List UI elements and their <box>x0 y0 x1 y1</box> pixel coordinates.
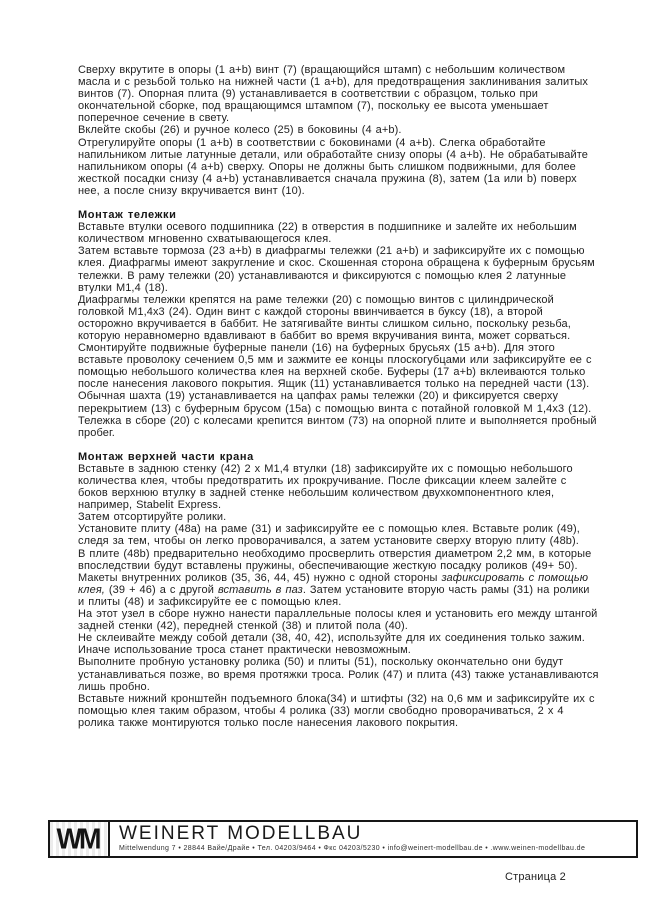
company-info <box>110 822 636 856</box>
body-paragraph: Вставьте втулки осевого подшипника (22) в отверстия в подшипнике и залейте их небольшим количеством мгновенно схватывающегося клея. <box>78 221 577 246</box>
body-paragraph: Смонтируйте подвижные буферные панели (16) на буферных брусьях (15 a+b). Для этого вставьте проволоку сечением 0,5 мм и зажмите ее концы плоскогубцами или зафиксируйте ее с помощью небольшого количества клея на верхней скобе. Буферы (17 a+b) вклеиваются только после нанесения лакового покрытия. Ящик (11) устанавливается только на передней части (13). <box>78 342 592 391</box>
section-heading: Монтаж верхней части крана <box>78 450 254 463</box>
body-paragraph: Выполните пробную установку ролика (50) и плиты (51), поскольку окончательно они будут устанавливаться позже, во время протяжки троса. Ролик (47) и плита (43) также устанавливаются лишь пробно. <box>78 656 599 693</box>
company-footer <box>48 820 638 858</box>
body-paragraph: Вклейте скобы (26) и ручное колесо (25) в боковины (4 a+b). <box>78 124 402 137</box>
wm-logo-text: WM <box>56 822 99 855</box>
wm-logo <box>50 822 110 856</box>
company-address-line: Mittelwendung 7 • 28844 Вайе/Драйе • Тел. 04203/9464 • Фкс 04203/5230 • info@weinert-modellbau.de • .www.weinen-modellbau.de <box>119 845 586 852</box>
body-paragraph: Обычная шахта (19) устанавливается на цапфах рамы тележки (20) и фиксируется сверху перекрытием (13) с буферным брусом (15a) с помощью винта с потайной головкой М 1,4х3 (12). <box>78 390 592 415</box>
company-name: WEINERT MODELLBAU <box>119 823 363 844</box>
body-paragraph: В плите (48b) предварительно необходимо просверлить отверстия диаметром 2,2 мм, в которые впоследствии будут вставлены пружины, обеспечивающие жесткую посадку роликов (49+ 50). <box>78 547 592 572</box>
page-number: Страница 2 <box>504 871 566 883</box>
body-paragraph: Сверху вкрутите в опоры (1 a+b) винт (7) (вращающийся штамп) с небольшим количеством масла и с резьбой только на нижней части (1 a+b), для предотвращения заклинивания залитых винтов (7). Опорная плита (9) устанавливается в соответствии с образцом, только при окончательной сборке, под вращающимся штампом (7), поскольку ее высота уменьшает поперечное сечение в свету. <box>78 64 588 125</box>
body-paragraph: На этот узел в сборе нужно нанести параллельные полосы клея и установить его между штангой задней стенки (42), передней стенкой (38) и плитой пола (40). <box>78 608 598 633</box>
body-paragraph: Затем отсортируйте ролики. <box>78 511 227 524</box>
document-body <box>78 64 599 729</box>
body-paragraph: Отрегулируйте опоры (1 a+b) в соответствии с боковинами (4 a+b). Слегка обработайте напильником литые латунные детали, или обработайте снизу опоры (4 a+b). Не обрабатывайте напильником опоры (4 a+b) сверху. Опоры не должны быть слишком подвижными, для более жесткой посадки снизу (4 a+b) устанавливается сначала пружина (8), затем (1a или b) поверх нее, а после снизу вкручивается винт (10). <box>78 136 588 197</box>
body-paragraph: Тележка в сборе (20) с колесами крепится винтом (73) на опорной плите и выполняется пробный пробег. <box>78 414 597 439</box>
body-paragraph: Затем вставьте тормоза (23 a+b) в диафрагмы тележки (21 a+b) и зафиксируйте их с помощью клея. Диафрагмы имеют закругление и скос. Скошенная сторона обращена к буферным брусьям тележки. В раму тележки (20) устанавливаются и фиксируются с помощью клея 2 латунные втулки М1,4 (18). <box>78 245 595 294</box>
body-paragraph: Установите плиту (48а) на раме (31) и зафиксируйте ее с помощью клея. Вставьте ролик (49), следя за тем, чтобы он легко проворачивался, а затем установите сверху вторую плиту (48b). <box>78 523 580 548</box>
body-paragraph: Макеты внутренних роликов (35, 36, 44, 45) нужно с одной стороны зафиксировать с помощью клея, (39 + 46) а с другой вставить в паз. Затем установите вторую часть рамы (31) на ролики и плиты (48) и зафиксируйте ее с помощью клея. <box>78 571 590 608</box>
body-paragraph: Вставьте нижний кронштейн подъемного блока(34) и штифты (32) на 0,6 мм и зафиксируйте их с помощью клея таким образом, чтобы 4 ролика (33) могли свободно проворачиваться, 2 х 4 ролика также монтируются только после нанесения лакового покрытия. <box>78 692 595 729</box>
body-paragraph: Вставьте в заднюю стенку (42) 2 х М1,4 втулки (18) зафиксируйте их с помощью небольшого количества клея, чтобы предотвратить их прокручивание. После фиксации клеем залейте с боков верхнюю втулку в задней стенке небольшим количеством двухкомпонентного клея, например, Stabelit Express. <box>78 462 573 512</box>
body-paragraph: Диафрагмы тележки крепятся на раме тележки (20) с помощью винтов с цилиндрической головкой М1,4х3 (24). Один винт с каждой стороны ввинчивается в буксу (18), а второй осторожно вкручивается в баббит. Не затягивайте винты слишком сильно, поскольку резьба, которую неравномерно вдавливают в баббит во время вкручивания винта, может сорваться. <box>78 293 571 342</box>
body-paragraph: Не склеивайте между собой детали (38, 40, 42), используйте для их соединения только зажим. Иначе использование троса станет практически невозможным. <box>78 632 585 657</box>
section-heading: Монтаж тележки <box>78 209 177 222</box>
